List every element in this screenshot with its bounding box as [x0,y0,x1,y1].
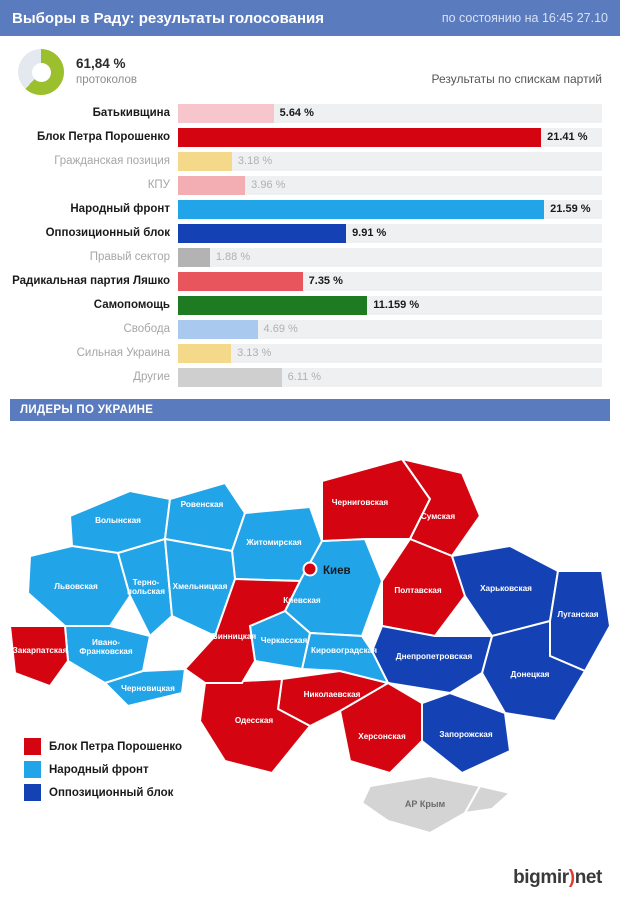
party-bar-track [178,296,602,315]
party-bar-fill [178,248,210,267]
party-bar-value: 3.96 % [251,179,286,191]
party-name: Батькивщина [92,107,170,119]
party-bar-row [10,176,602,195]
capital-marker [304,563,351,578]
capital-label: Киев [323,565,351,577]
party-bar-fill [178,272,303,291]
protocols-percent: 61,84 % [76,56,126,72]
region-label: Кировоградская [311,646,377,655]
party-bar-row [10,152,602,171]
party-bar-value: 3.18 % [237,155,273,167]
region-luganskaya [550,571,610,671]
party-bar-fill [178,344,231,363]
region-label: Николаевская [303,690,361,699]
footer [0,856,620,900]
party-bar-row [10,344,602,363]
kiev-dot-icon [304,563,317,576]
party-name: Самопомощь [93,299,170,311]
region-label: Львовская [54,582,98,591]
logo-dot: ) [568,867,575,888]
page-header [0,0,620,36]
party-bar-row [10,104,602,123]
region-label: Донецкая [510,670,550,679]
header-timestamp: по состоянию на 16:45 27.10 [441,11,608,25]
region-label: Херсонская [358,732,406,741]
party-results-chart [0,98,620,387]
map-legend [24,738,182,807]
party-bar-fill [178,152,232,171]
region-label: Закарпатская [12,646,68,655]
party-bar-value: 4.69 % [263,323,298,335]
region-label: Винницкая [211,632,257,641]
party-bar-row [10,296,602,315]
party-bar-track [178,104,602,123]
party-name: Радикальная партия Ляшко [12,275,170,287]
protocols-text [76,56,137,87]
logo-net: net [574,867,602,888]
region-label: Черновицкая [121,684,175,693]
region-zakarpatskaya [10,626,68,686]
party-lists-caption: Результаты по спискам партий [431,72,602,86]
party-name: Народный фронт [70,203,170,215]
region-label: Житомирская [246,538,302,547]
protocols-donut-chart [18,49,64,95]
party-bar-track [178,224,602,243]
party-name: Оппозиционный блок [45,227,170,239]
party-bar-row [10,224,602,243]
legend-item [24,738,182,755]
party-name: Блок Петра Порошенко [36,131,170,143]
region-label: Одесская [234,716,274,725]
party-bar-row [10,272,602,291]
legend-label: Народный фронт [49,763,149,776]
party-bar-fill [178,296,367,315]
party-bar-value: 7.35 % [308,275,343,287]
crimea-label: АР Крым [404,799,446,809]
party-bar-track [178,248,602,267]
party-bar-track [178,176,602,195]
party-bar-fill [178,368,282,387]
party-name: Правый сектор [89,251,170,263]
party-bar-fill [178,200,544,219]
region-label: Киевская [283,596,321,605]
party-name: Сильная Украина [76,347,170,359]
region-label: Сумская [420,512,456,521]
party-bar-value: 21.59 % [550,203,591,215]
region-label: Харьковская [480,584,532,593]
region-label: Ивано-Франковская [79,638,133,656]
region-label: Черкасская [260,636,308,645]
party-name: Другие [133,371,170,383]
legend-swatch [24,738,41,755]
region-label: Черниговская [331,498,389,507]
party-bar-track [178,128,602,147]
party-bar-value: 3.13 % [237,347,272,359]
protocols-summary [0,36,620,98]
region-label: Хмельницкая [172,582,228,591]
region-label: Днепропетровская [395,652,473,661]
party-bar-value: 9.91 % [352,227,387,239]
region-label: Терно-польская [127,578,165,596]
region-label: Полтавская [394,586,442,595]
party-bar-fill [178,128,541,147]
party-bar-row [10,200,602,219]
legend-item [24,761,182,778]
party-bar-track [178,368,602,387]
party-name: Свобода [123,323,170,335]
legend-swatch [24,761,41,778]
party-bar-row [10,368,602,387]
region-label: Волынская [95,516,141,525]
party-bar-row [10,128,602,147]
party-name: КПУ [147,179,170,191]
bigmir-logo[interactable] [513,867,602,889]
party-bar-track [178,320,602,339]
party-bar-value: 21.41 % [547,131,588,143]
region-label: Ровенская [180,500,224,509]
party-bar-fill [178,224,346,243]
party-bar-fill [178,104,274,123]
party-bar-track [178,200,602,219]
page-title: Выборы в Раду: результаты голосования [12,9,324,27]
legend-item [24,784,182,801]
legend-swatch [24,784,41,801]
party-name: Гражданская позиция [54,155,170,167]
region-label: Луганская [557,610,599,619]
legend-label: Блок Петра Порошенко [49,740,183,753]
party-bar-row [10,248,602,267]
region-label: Запорожская [439,730,493,739]
party-bar-value: 5.64 % [279,107,314,119]
party-bar-value: 1.88 % [215,251,251,263]
party-bar-fill [178,176,245,195]
leaders-section-header: ЛИДЕРЫ ПО УКРАИНЕ [10,399,610,421]
party-bar-row [10,320,602,339]
protocols-caption: протоколов [76,74,137,87]
party-bar-value: 6.11 % [287,371,322,383]
ukraine-map [10,421,610,851]
party-bar-value: 11.159 % [373,299,420,311]
party-bar-fill [178,320,258,339]
legend-label: Оппозиционный блок [49,786,174,799]
party-bar-track [178,344,602,363]
party-bar-track [178,152,602,171]
logo-main: bigmir [513,867,569,888]
party-bar-track [178,272,602,291]
